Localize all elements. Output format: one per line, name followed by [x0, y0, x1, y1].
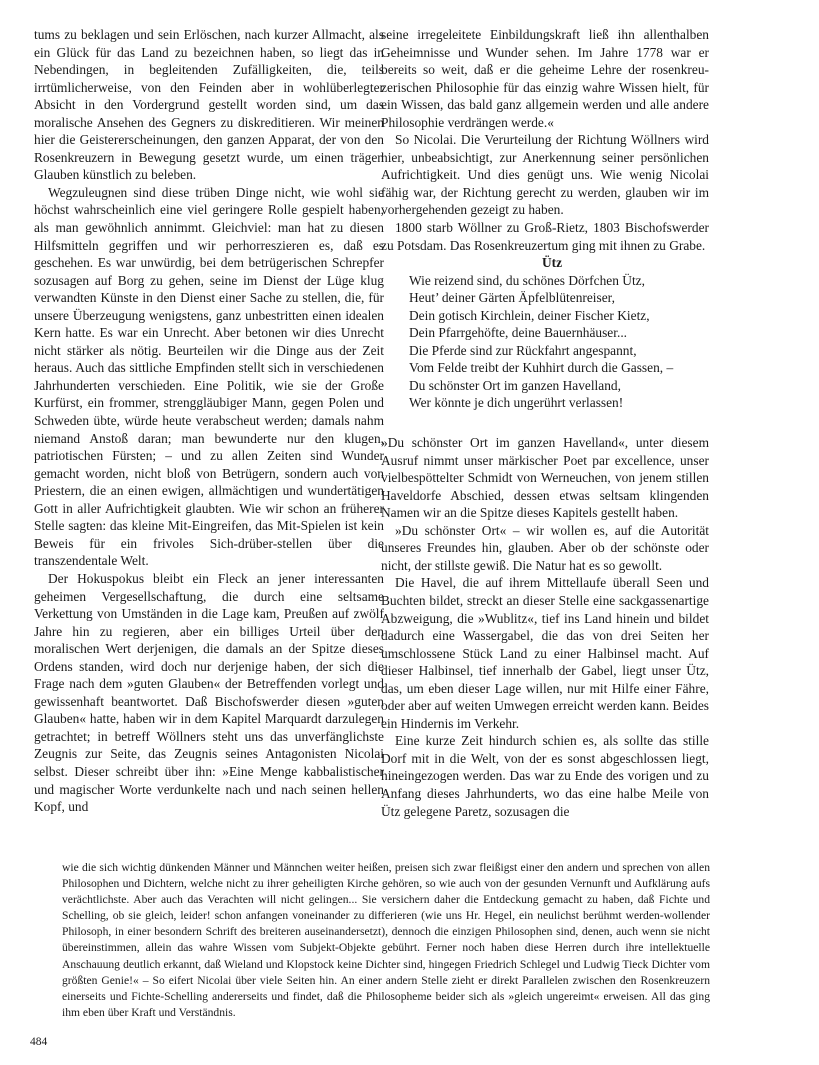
paragraph: »Du schönster Ort« – wir wollen es, auf die Autorität unseres Freundes hin, glauben. Aber ob der schönste oder nicht, der stillste gewiß. Die Natur hat es so gewollt. — [381, 522, 709, 573]
paragraph: tums zu beklagen und sein Erlöschen, nach kurzer Allmacht, als ein Glück für das Land zu bezeichnen haben, so liegt das in Nebendingen, in begleitenden Zufälligkeiten, die, teils irrtümlicherweise, von den Feinden aber in wohlüberlegter Absicht in den Vordergrund gestellt worden sind, um das moralische Ansehen des Gegners zu diskreditieren. Wir meinen hier die Geistererscheinungen, den ganzen Apparat, der von den Rosenkreuzern in Bewegung gesetzt wurde, um einen trägen Glauben künstlich zu beleben. — [34, 27, 384, 183]
paragraph: »Du schönster Ort im ganzen Havelland«, unter diesem Ausruf nimmt unser märkischer Poet par excellence, unser vielbespöttelter Schmidt von Werneuchen, von jenem stillen Haveldorfe Abschied, dessen etwas seltsam klingenden Namen wir an die Spitze dieses Kapitels gestellt haben. — [381, 435, 709, 521]
chapter-heading: Ütz — [541, 255, 563, 271]
paragraph: Der Hokuspokus bleibt ein Fleck an jener interessanten geheimen Vergesellschaftung, die durch eine seltsame Verkettung von Umständen in die Lage kam, Preußen auf zwölf Jahre hin zu regieren, aber ein billiges Urteil über den moralischen Wert derjenigen, die damals an der Spitze dieses Ordens standen, wird doch nur derjenige haben, der sich die Frage nach dem »guten Glauben« der Betreffenden vorlegt und gewissenhaft beantwortet. Daß Bischofswerder diesen »guten Glauben« hatte, haben wir in dem Kapitel Marquardt darzulegen getrachtet; in betreff Wöllners steht uns das unverfänglichste Zeugnis zur Seite, das Zeugnis seines Antagonisten Nicolai selbst. Dieser schreibt über ihn: »Eine Menge kabbalistischer und magischer Worte verdunkelte nach und nach seinen hellen Kopf, und — [34, 570, 384, 815]
poem-line: Du schönster Ort im ganzen Havelland, — [409, 377, 621, 393]
poem-line: Dein gotisch Kirchlein, deiner Fischer Kietz, — [409, 307, 650, 323]
poem — [409, 272, 709, 412]
paragraph: So Nicolai. Die Verurteilung der Richtung Wöllners wird hier, unbeabsichtigt, zur Anerkennung seiner persönlichen Aufrichtigkeit. Und dies genügt uns. Wie wenig Nicolai fähig war, der Richtung gerecht zu werden, glauben wir im vorhergehenden gezeigt zu haben. — [381, 132, 709, 218]
paragraph: Eine kurze Zeit hindurch schien es, als sollte das stille Dorf mit in die Welt, von der es sonst abgeschlossen liegt, hineingezogen werden. Das war zu Ende des vorigen und zu Anfang dieses Jahrhunderts, wo das eine halbe Meile von Ütz gelegene Paretz, sozusagen die — [381, 733, 709, 819]
poem-line: Wer könnte je dich ungerührt verlassen! — [409, 395, 624, 411]
right-column — [381, 26, 709, 820]
page-number: 484 — [30, 1036, 48, 1048]
paragraph: Wegzuleugnen sind diese trüben Dinge nicht, wie wohl sie höchst wahrscheinlich eine viel geringere Rolle gespielt haben, als man gewöhnlich annimmt. Gleichviel: man hat zu diesen Hilfsmitteln gegriffen und wir perhorreszieren es, daß es geschehen. Es war unwürdig, bei dem betrügerischen Schrepfer sozusagen auf Borg zu gehen, seine im Dienst der Lüge klug verwandten Künste in den Dienst einer Sache zu stellen, die, für unsere Überzeugung wenigstens, ganz unbestritten einen idealen Kern hatte. Es war ein Unrecht. Aber betonen wir dies Unrecht nicht stärker als nötig. Beurteilen wir die Dinge aus der Zeit heraus. Auch das sittliche Empfinden stellt sich in verschiedenen Jahrhunderten verschieden. Eine Politik, wie sie der Große Kurfürst, ein frommer, strenggläubiger Mann, gegen Polen und Schweden übte, würde heute verabscheut werden; damals nahm niemand Anstoß daran; man bewunderte nur den klugen, patriotischen Fürsten; – und zu allen Zeiten sind Wunder gemacht worden, nicht bloß von Betrügern, sondern auch von Priestern, die an einen ewigen, allmächtigen und wundertätigen Gott in aller Aufrichtigkeit glaubten. Wie wir schon an früherer Stelle sagten: das kleine Mit-Eingreifen, das Mit-Spielen ist kein Beweis für ein frivoles Sich-drüber-stellen über die transzendentale Welt. — [34, 184, 384, 569]
poem-line: Heut’ deiner Gärten Äpfelblütenreiser, — [409, 290, 615, 306]
paragraph: Die Havel, die auf ihrem Mittellaufe überall Seen und Buchten bildet, streckt an dieser Stelle eine sackgassenartige Abzweigung, die »Wublitz«, tief ins Land hinein und bildet dadurch eine Wassergabel, die das von drei Seiten her umschlossene Stück Land zu einer Halbinsel macht. Auf dieser Halbinsel, tief innerhalb der Gabel, liegt unser Ütz, das, um eben dieser Lage willen, nur mit Hilfe einer Fähre, oder aber auf weiten Umwegen erreicht werden kann. Beides ein Hindernis im Verkehr. — [381, 575, 709, 731]
poem-line: Vom Felde treibt der Kuhhirt durch die Gassen, – — [409, 360, 674, 376]
poem-line: Dein Pfarrgehöfte, deine Bauernhäuser... — [409, 325, 628, 341]
left-column — [34, 26, 384, 816]
paragraph: 1800 starb Wöllner zu Groß-Rietz, 1803 Bischofswerder zu Potsdam. Das Rosenkreuzertum ging mit ihnen zu Grabe. — [381, 220, 709, 253]
footnote: wie die sich wichtig dünkenden Männer und Männchen weiter heißen, preisen sich zwar fleißigst einer den andern und sprechen von allen Philosophen und Dichtern, welche nicht zu ihrer geheiligten Kirche gehören, so wie auch von der gesunden Vernunft und Aufklärung aufs verächtlichste. Aber auch das Verachten will nicht gelingen... Sie versichern daher die Entdeckung gemacht zu haben, daß Fichte und Schelling, ob sie gleich, leider! schon anfangen voneinander zu differieren (wie uns Hr. Hegel, ein neulichst berühmt werden-wollender Philosoph, in einer besondern Schrift des breiteren auseinandersetzt), dennoch die einzigen Philosophen sind, denen, auch wenn sie nicht übereinstimmen, allein das wahre Wissen vom Subjekt-Objekte gebührt. Ferner noch haben diese Herren durch ihre intellektuelle Anschauung deutlich erkannt, daß Wieland und Klopstock keine Dichter sind, hingegen Friedrich Schlegel und Ludwig Tieck Dichter vom größten Genie!« – So eifert Nicolai über viele Seiten hin. An einer andern Stelle zieht er direkt Parallelen zwischen den Rosenkreuzern einerseits und Fichte-Schelling andererseits und findet, daß die Philosopheme beider sich als »gleich ungereimt« erweisen. All das ging ihm eben über Kraft und Verständnis. — [62, 861, 710, 1019]
poem-line: Wie reizend sind, du schönes Dörfchen Ütz, — [409, 272, 645, 288]
poem-line: Die Pferde sind zur Rückfahrt angespannt, — [409, 342, 637, 358]
paragraph: seine irregeleitete Einbildungskraft ließ ihn allenthalben Geheimnisse und Wunder sehen. Im Jahre 1778 war er bereits so weit, daß er die geheime Lehre der rosenkreuzerischen Philosophie für das einzig wahre Wissen hielt, für ein Wissen, das bald ganz allgemein werden und alle andere Philosophie verdrängen werde.« — [381, 27, 709, 130]
